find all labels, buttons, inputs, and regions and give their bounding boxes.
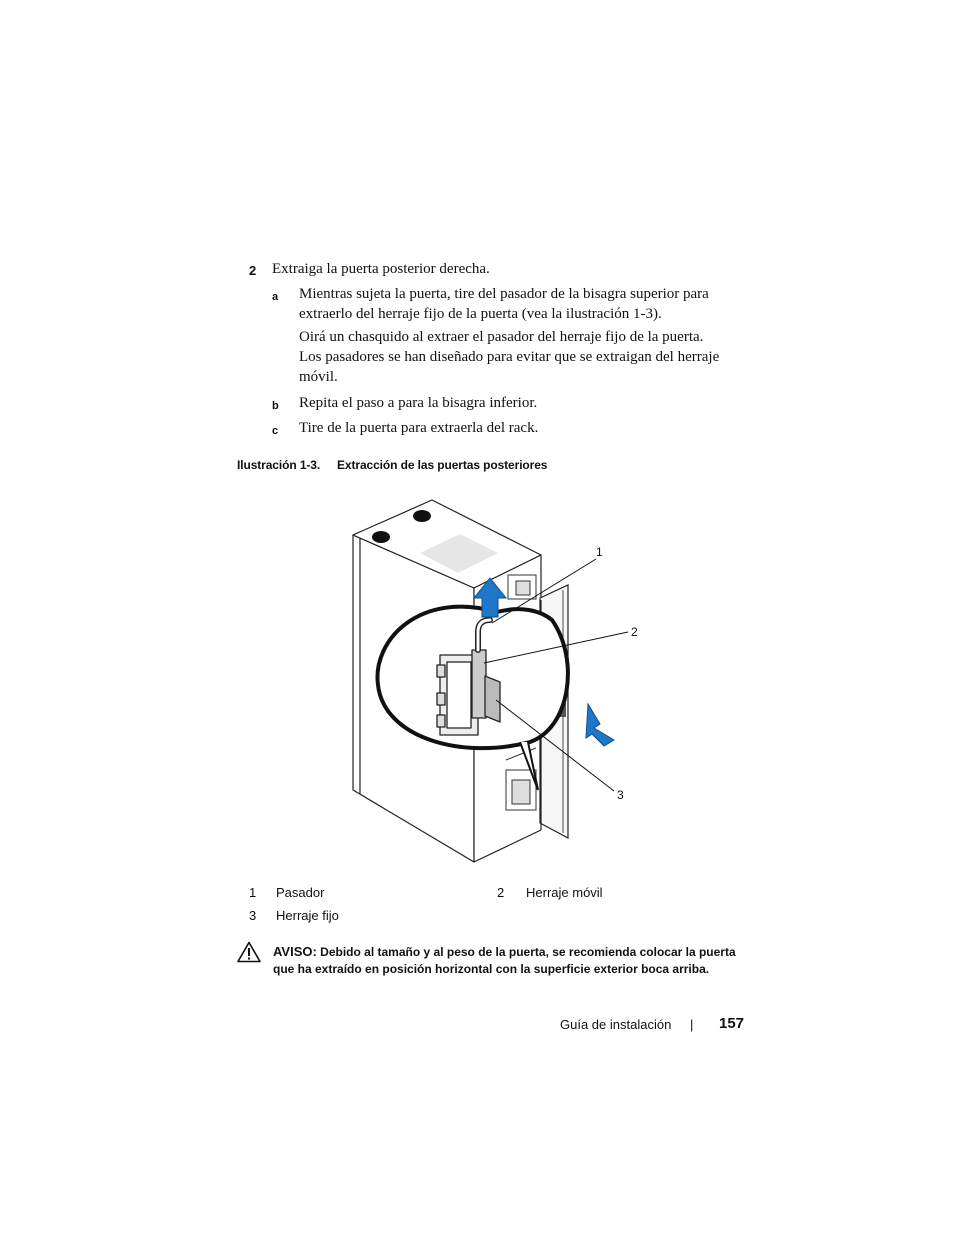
warning-line-1: Debido al tamaño y al peso de la puerta, se recomienda colocar la puerta — [320, 945, 736, 959]
legend-text: Pasador — [276, 885, 325, 900]
warning-triangle-icon — [237, 941, 261, 963]
substep-a-note-line: móvil. — [299, 369, 338, 385]
figure-title: Extracción de las puertas posteriores — [337, 458, 548, 472]
figure-label: Ilustración 1-3. — [237, 458, 321, 472]
substep-a-letter: a — [272, 291, 279, 303]
footer-guide-title: Guía de instalación — [560, 1017, 672, 1032]
substep-b-text: Repita el paso a para la bisagra inferior. — [299, 395, 538, 411]
vent-hole — [413, 510, 431, 522]
callout-2: 2 — [631, 625, 638, 639]
page-number: 157 — [719, 1015, 745, 1032]
legend-num: 3 — [249, 908, 257, 923]
vent-hole — [372, 531, 390, 543]
callout-1: 1 — [596, 545, 603, 559]
step-number: 2 — [249, 263, 257, 278]
substep-c-text: Tire de la puerta para extraerla del rack. — [299, 420, 539, 436]
substep-a-line: Mientras sujeta la puerta, tire del pasador de la bisagra superior para — [299, 286, 709, 302]
legend-text: Herraje fijo — [276, 908, 339, 923]
legend-text: Herraje móvil — [526, 885, 603, 900]
legend-num: 2 — [497, 885, 505, 900]
footer-separator: | — [690, 1017, 694, 1032]
substep-a-note-line: Oirá un chasquido al extraer el pasador del herraje fijo de la puerta. — [299, 329, 704, 345]
legend-num: 1 — [249, 885, 257, 900]
pull-out-arrow — [586, 704, 614, 746]
substep-c-letter: c — [272, 425, 279, 437]
warning-text — [273, 943, 753, 978]
step-text: Extraiga la puerta posterior derecha. — [272, 261, 490, 277]
warning-label: AVISO: — [273, 944, 317, 959]
substep-a-note-line: Los pasadores se han diseñado para evitar que se extraigan del herraje — [299, 349, 720, 365]
warning-line-2: que ha extraído en posición horizontal con la superficie exterior boca arriba. — [273, 962, 710, 976]
callout-3: 3 — [617, 788, 624, 802]
substep-a-line: extraerlo del herraje fijo de la puerta (vea la ilustración 1-3). — [299, 306, 662, 322]
substep-b-letter: b — [272, 400, 279, 412]
